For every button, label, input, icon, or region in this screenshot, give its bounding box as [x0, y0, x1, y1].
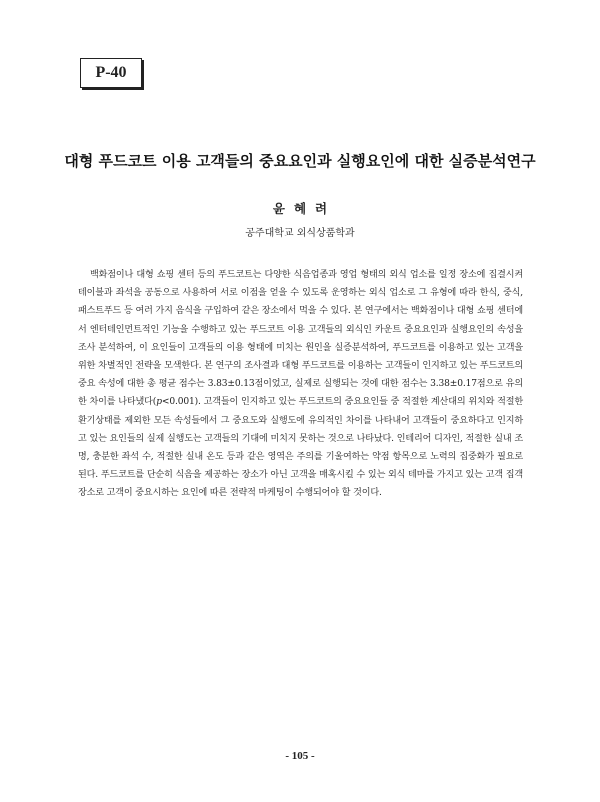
abstract-text-part2: <0.001). 고객들이 인지하고 있는 푸드코트의 중요요인들 중 적절한 계산대의 위치와 적절한 환기상태를 제외한 모든 속성들에서 그 중요도와 실행도에 유의적인 차이를 나타내어 고객들이 중요하다고 인지하고 있는 요인들의 실제 실행도는 고객들의 기대에 미치지 못하는 것으로 나타났다. 인테리어 디자인, 적절한 실내 조명, 충분한 좌석 수, 적절한 실내 온도 등과 같은 영역은 주의를 기울여하는 약점 항목으로 노력의 집중화가 필요로 된다. 푸드코트를 단순히 식음을 제공하는 장소가 아닌 고객을 매혹시킬 수 있는 외식 테마를 가지고 있는 고객 집객 장소로 고객이 중요시하는 요인에 따른 전략적 마케팅이 수행되어야 할 것이다.: [78, 397, 524, 499]
page-number: - 105 -: [285, 750, 315, 762]
p-value-symbol: p: [156, 397, 162, 408]
abstract-body: [78, 266, 523, 503]
author-affiliation: 공주대학교 외식상품학과: [245, 228, 355, 239]
poster-id-label: P-40: [95, 64, 127, 81]
abstract-text-part1: 백화점이나 대형 쇼핑 센터 등의 푸드코트는 다양한 식음업종과 영업 형태의 외식 업소를 일정 장소에 집결시켜 테이블과 좌석을 공동으로 사용하여 서로 이점을 얻을 수 있도록 운영하는 외식 업소로 그 유형에 따라 한식, 중식, 패스트푸드 등 여러 가지 음식을 구입하여 같은 장소에서 먹을 수 있다. 본 연구에서는 백화점이나 대형 쇼핑 센터에서 엔터테인먼트적인 기능을 수행하고 있는 푸드코트 이용 고객들의 외식인 카운트 중요요인과 실행요인의 속성을 조사 분석하여, 이 요인들이 고객들의 이용 형태에 미치는 원인을 실증분석하여, 푸드코트를 이용하고 있는 고객을 위한 차별적인 전략을 모색한다. 본 연구의 조사결과 대형 푸드코트를 이용하는 고객들이 인지하고 있는 푸드코트의 중요 속성에 대한 총 평균 점수는 3.83±0.13점이었고, 실제로 실행되는 것에 대한 점수는 3.38±0.17점으로 유의한 차이를 나타냈다(: [78, 270, 523, 408]
author-name: 윤혜려: [272, 201, 337, 216]
paper-title: 대형 푸드코트 이용 고객들의 중요요인과 실행요인에 대한 실증분석연구: [64, 152, 536, 170]
poster-id-box: [80, 58, 142, 88]
